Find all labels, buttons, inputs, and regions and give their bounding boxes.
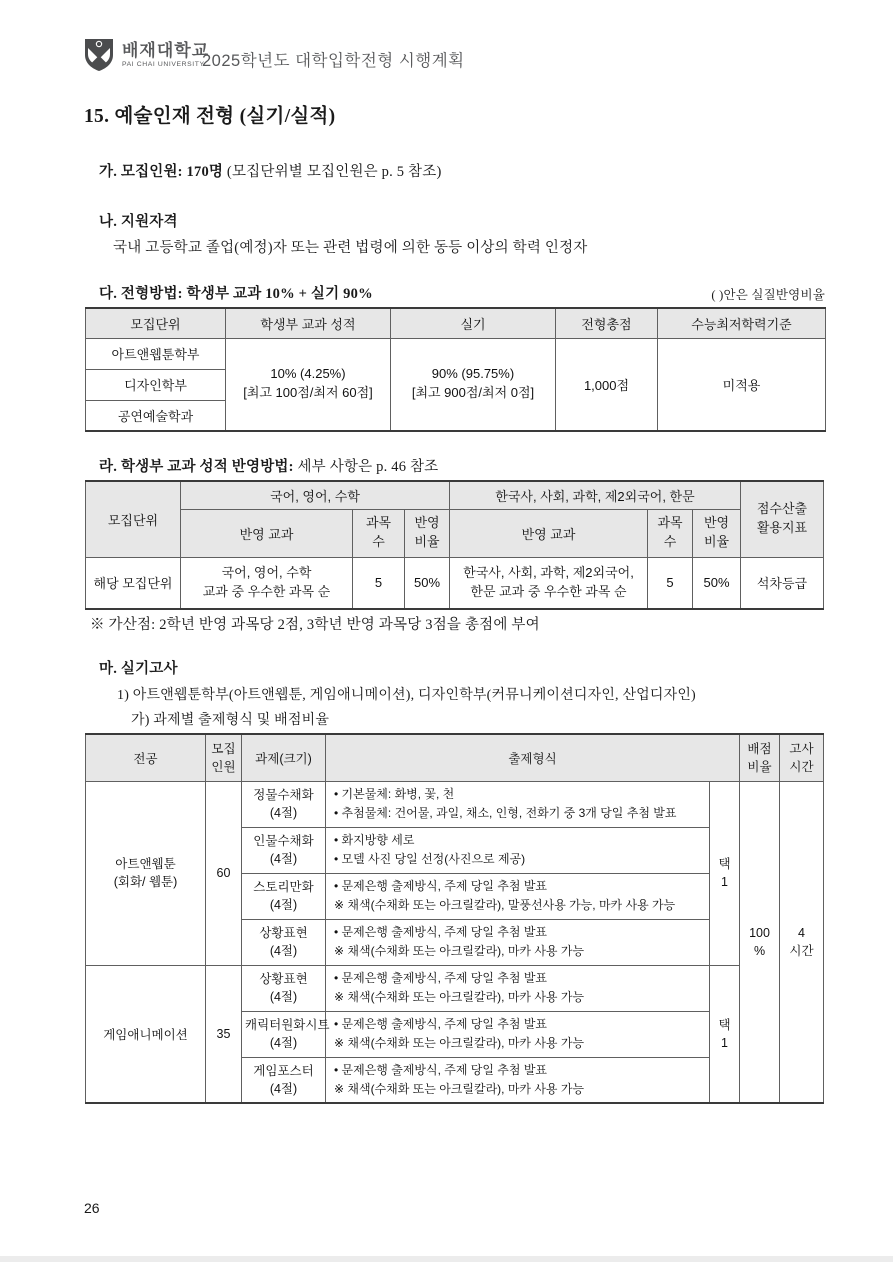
col-subject2: 반영 교과: [450, 509, 648, 557]
format-line1: • 화지방향 세로: [334, 832, 415, 847]
bonus-point-footnote: ※ 가산점: 2학년 반영 과목당 2점, 3학년 반영 과목당 3점을 총점에 부여: [90, 617, 540, 633]
unit-cell: 공연예술학과: [86, 400, 226, 431]
count-line2: 수: [372, 534, 385, 549]
score-ratio-line1: 배점: [747, 741, 772, 756]
count-line2: 수: [663, 534, 677, 549]
count1-cell: 5: [353, 557, 405, 609]
score-ratio-value-line1: 100: [749, 925, 770, 940]
col-unit: 모집단위: [86, 481, 181, 557]
task-cell: [242, 873, 326, 919]
task-cell: [242, 827, 326, 873]
format-line2: ※ 채색(수채화 또는 아크릴칼라), 마카 사용 가능: [334, 990, 585, 1004]
brand-korean-name: 배재대학교: [122, 40, 210, 60]
grade-cell: [226, 338, 391, 431]
university-brand: [84, 38, 209, 72]
col-count1: [353, 509, 405, 557]
practical-exam-table: [85, 733, 824, 1104]
task-line1: 스토리만화: [253, 879, 314, 894]
count2-cell: 5: [648, 557, 693, 609]
choice-line2: 1: [721, 875, 728, 889]
quota-line1: 모집: [211, 741, 236, 756]
item-ga-quota: [99, 160, 442, 181]
table-header-row: [86, 308, 826, 338]
format-line1: • 문제은행 출제방식, 주제 당일 추첨 발표: [334, 924, 548, 939]
exam-time-line2: 시간: [789, 759, 814, 774]
quota-cell: 35: [206, 965, 242, 1103]
table-header-row2: [86, 509, 824, 557]
format-cell: [326, 919, 710, 965]
format-line1: • 문제은행 출제방식, 주제 당일 추첨 발표: [334, 1016, 548, 1031]
subject2-cell: [450, 557, 648, 609]
major-cell: [86, 781, 206, 965]
ratio-line2: 비율: [414, 534, 440, 549]
exam-time-value-line2: 시간: [789, 943, 814, 958]
quota-cell: 60: [206, 781, 242, 965]
choice-line1: 택: [718, 1017, 731, 1032]
item-ma-sub1a: 가) 과제별 출제형식 및 배점비율: [131, 713, 330, 728]
brand-text: [122, 42, 209, 69]
item-da-note: ( )안은 실질반영비율: [711, 288, 825, 302]
col-total: 전형총점: [556, 308, 658, 338]
item-ra-label: 라. 학생부 교과 성적 반영방법:: [99, 459, 294, 475]
col-ratio1: [405, 509, 450, 557]
format-cell: [326, 827, 710, 873]
practical-cell: [391, 338, 556, 431]
item-da-label: 다. 전형방법: 학생부 교과 10% + 실기 90%: [99, 286, 373, 302]
exam-time-value-line1: 4: [798, 925, 805, 940]
format-line1: • 기본물체: 화병, 꽃, 천: [334, 786, 455, 801]
col-exam-time: [780, 734, 824, 781]
ratio-line1: 반영: [703, 515, 730, 531]
ratio-line2: 비율: [703, 534, 730, 549]
major-cell: 게임애니메이션: [86, 965, 206, 1103]
indicator-line2: 활용지표: [756, 520, 808, 536]
col-count2: [648, 509, 693, 557]
table-row: [86, 781, 824, 827]
ratio1-cell: 50%: [405, 557, 450, 609]
subject2-line2: 한문 교과 중 우수한 과목 순: [470, 583, 627, 599]
count-line1: 과목: [365, 515, 392, 531]
csat-min-cell: 미적용: [658, 338, 826, 431]
choice-cell: [710, 781, 740, 965]
task-line1: 게임포스터: [253, 1063, 314, 1078]
col-subject1: 반영 교과: [181, 509, 353, 557]
score-ratio-cell: [740, 781, 780, 1103]
format-line2: ※ 채색(수채화 또는 아크릴칼라), 마카 사용 가능: [334, 1081, 585, 1096]
col-score-ratio: [740, 734, 780, 781]
task-cell: [242, 781, 326, 827]
format-cell: [326, 965, 710, 1011]
col-grade: 학생부 교과 성적: [226, 308, 391, 338]
choice-line1: 택: [718, 856, 731, 871]
quota-line2: 인원: [211, 759, 236, 774]
task-line2: (4절): [269, 898, 298, 912]
table-row: [86, 338, 826, 369]
col-practical: 실기: [391, 308, 556, 338]
subject1-line1: 국어, 영어, 수학: [221, 564, 312, 580]
format-line2: ※ 채색(수채화 또는 아크릴칼라), 마카 사용 가능: [334, 944, 585, 958]
subject-group2: 한국사, 사회, 과학, 제2외국어, 한문: [450, 481, 741, 509]
task-line2: (4절): [269, 852, 298, 866]
task-line2: (4절): [269, 1036, 298, 1050]
exam-time-cell: [780, 781, 824, 1103]
task-line1: 캐릭터원화시트: [245, 1017, 330, 1032]
major-line2: (회화/ 웹툰): [113, 875, 178, 889]
item-ma-label: 마. 실기고사: [99, 661, 178, 677]
count-line1: 과목: [657, 515, 683, 531]
col-ratio2: [693, 509, 741, 557]
score-ratio-value-line2: %: [753, 943, 766, 958]
format-line2: ※ 채색(수채화 또는 아크릴칼라), 말풍선사용 가능, 마카 사용 가능: [334, 898, 676, 912]
admission-method-table: [85, 307, 826, 432]
format-cell: [326, 873, 710, 919]
paichai-shield-logo-icon: [84, 38, 114, 72]
format-line2: ※ 채색(수채화 또는 아크릴칼라), 마카 사용 가능: [334, 1036, 585, 1050]
task-line2: (4절): [269, 806, 298, 820]
score-ratio-line2: 비율: [747, 759, 772, 774]
item-ra: [99, 455, 438, 476]
table-header-row: [86, 734, 824, 781]
task-line2: (4절): [269, 944, 298, 958]
document-title: 2025학년도 대학입학전형 시행계획: [202, 52, 465, 70]
practical-line1: 90% (95.75%): [431, 366, 515, 382]
task-line2: (4절): [269, 990, 298, 1004]
indicator-line1: 점수산출: [756, 501, 808, 517]
table-row: [86, 557, 824, 609]
task-cell: [242, 1011, 330, 1057]
brand-english-name: PAI CHAI UNIVERSITY: [122, 60, 205, 68]
grade-line1: 10% (4.25%): [270, 366, 346, 382]
indicator-cell: 석차등급: [741, 557, 824, 609]
unit-cell: 아트앤웹툰학부: [86, 338, 226, 369]
col-task: 과제(크기): [242, 734, 326, 781]
practical-line2: [최고 900점/최저 0점]: [411, 385, 535, 401]
format-line1: • 문제은행 출제방식, 주제 당일 추첨 발표: [334, 878, 548, 893]
task-line1: 상황표현: [259, 971, 308, 986]
col-csat-min: 수능최저학력기준: [658, 308, 826, 338]
subject2-line1: 한국사, 사회, 과학, 제2외국어,: [463, 564, 634, 580]
item-ga-label: 가. 모집인원: 170명: [99, 164, 224, 180]
task-cell: [242, 1057, 326, 1103]
task-line1: 상황표현: [259, 925, 308, 940]
task-line1: 인물수채화: [253, 833, 314, 848]
item-ga-note: (모집단위별 모집인원은 p. 5 참조): [223, 164, 442, 180]
grade-line2: [최고 100점/최저 60점]: [243, 385, 373, 401]
format-cell: [326, 1057, 710, 1103]
exam-time-line1: 고사: [789, 741, 814, 756]
item-ra-note: 세부 사항은 p. 46 참조: [293, 459, 439, 475]
format-line1: • 문제은행 출제방식, 주제 당일 추첨 발표: [334, 1062, 548, 1077]
item-na-body: 국내 고등학교 졸업(예정)자 또는 관련 법령에 의한 동등 이상의 학력 인정자: [113, 240, 588, 256]
task-cell: [242, 965, 326, 1011]
choice-line2: 1: [721, 1035, 728, 1050]
task-line1: 정물수채화: [253, 787, 314, 802]
subject-group1: 국어, 영어, 수학: [181, 481, 450, 509]
format-cell: [326, 1011, 710, 1057]
col-major: 전공: [86, 734, 206, 781]
page-number: 26: [84, 1200, 100, 1216]
subject1-cell: [181, 557, 353, 609]
col-indicator: [741, 481, 824, 557]
format-line1: • 문제은행 출제방식, 주제 당일 추첨 발표: [334, 970, 548, 985]
task-line2: (4절): [269, 1081, 298, 1096]
grade-reflection-table: [85, 480, 824, 610]
subject1-line2: 교과 중 우수한 과목 순: [202, 583, 331, 599]
unit-cell: 디자인학부: [86, 369, 226, 400]
total-cell: 1,000점: [556, 338, 658, 431]
table-row: [86, 965, 824, 1011]
major-line1: 아트앤웹툰: [115, 856, 176, 871]
item-na-label: 나. 지원자격: [99, 214, 178, 230]
format-line2: • 추첨물체: 건어물, 과일, 채소, 인형, 전화기 중 3개 당일 추첨 발표: [334, 806, 677, 820]
unit-cell: 해당 모집단위: [86, 557, 181, 609]
choice-cell: [710, 965, 740, 1103]
item-da-row: [99, 282, 825, 303]
ratio-line1: 반영: [414, 515, 440, 531]
format-line2: • 모델 사진 당일 선정(사진으로 제공): [334, 852, 526, 866]
item-ma-sub1: 1) 아트앤웹툰학부(아트앤웹툰, 게임애니메이션), 디자인학부(커뮤니케이션디자인, 산업디자인): [117, 688, 696, 703]
ratio2-cell: 50%: [693, 557, 741, 609]
format-cell: [326, 781, 710, 827]
table-header-row1: [86, 481, 824, 509]
col-unit: 모집단위: [86, 308, 226, 338]
section-title: 15. 예술인재 전형 (실기/실적): [84, 106, 336, 127]
page-bottom-edge: [0, 1256, 893, 1262]
task-cell: [242, 919, 326, 965]
col-quota: [206, 734, 242, 781]
col-format: 출제형식: [326, 734, 740, 781]
